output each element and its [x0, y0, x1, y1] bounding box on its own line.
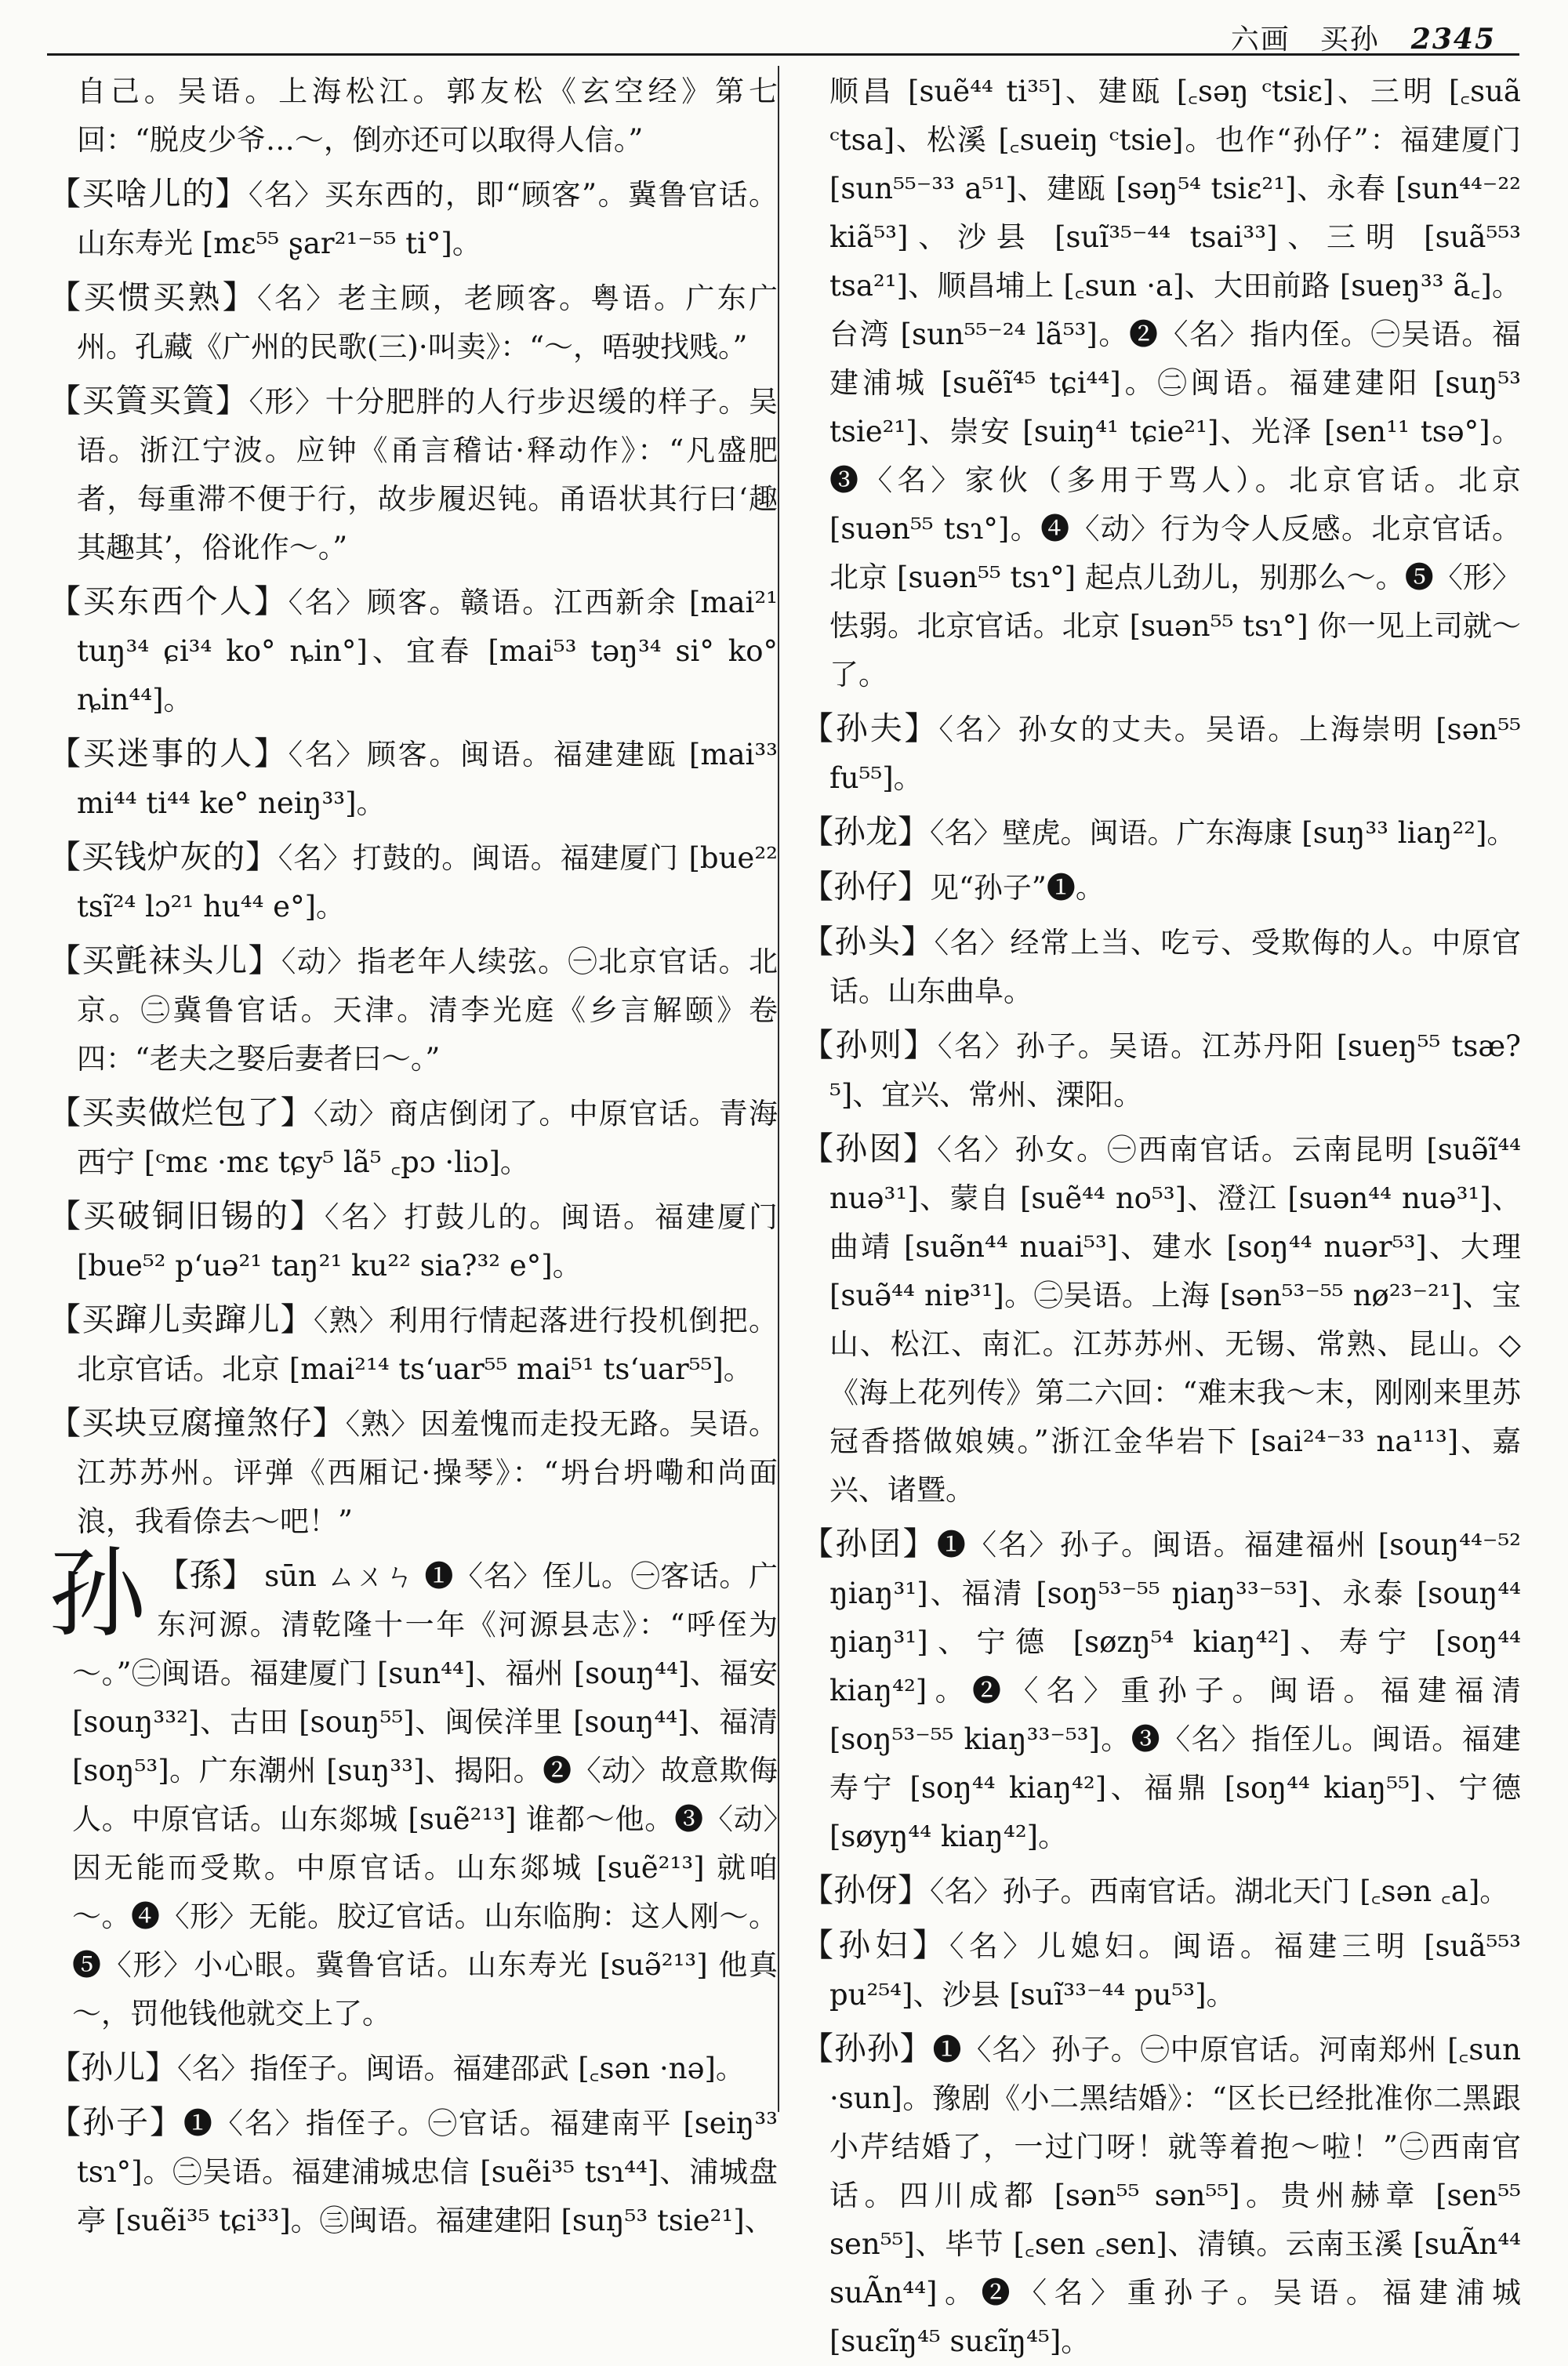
entry-headword: 【买氈袜头儿】: [49, 942, 281, 979]
dictionary-entry: [49, 833, 778, 931]
dictionary-entry: [49, 1088, 778, 1187]
right-column: [801, 67, 1522, 2358]
dictionary-entry: [801, 2024, 1521, 2366]
entry-definition: 〈熟〉因羞愧而走投无路。吴语。江苏苏州。评弹《西厢记·操琴》：“坍台坍嘞和尚面浪，我看倷去～吧！”: [77, 1407, 779, 1538]
entry-definition: ❶〈名〉指侄子。㊀官话。福建南平 [seiŋ³³ tsɿ°]。㊁吴语。福建浦城忠信 [suẽi³⁵ tsɿ⁴⁴]、浦城盘亭 [suẽi³⁵ tɕi³³]。㊂闽语。福建建阳 [suŋ⁵³ tsie²¹]、: [77, 2107, 778, 2237]
left-entries-after: [49, 2043, 778, 2245]
dictionary-entry: [49, 273, 778, 372]
dictionary-entry: [801, 1519, 1521, 1861]
dictionary-entry: [49, 169, 778, 268]
dictionary-entry: [49, 936, 778, 1083]
dictionary-entry: [801, 807, 1521, 858]
entry-headword: 【孙龙】: [801, 813, 930, 851]
entry-headword: 【孙则】: [801, 1026, 938, 1064]
entry-headword: 【买东西个人】: [49, 582, 289, 620]
entry-definition: 〈名〉买东西的，即“顾客”。冀鲁官话。山东寿光 [mɛ⁵⁵ ʂar²¹⁻⁵⁵ ti°]。: [77, 178, 778, 260]
dictionary-entry: [801, 1124, 1521, 1515]
entry-headword: 【孙子】: [49, 2103, 183, 2141]
column-divider: [778, 66, 779, 2112]
entry-headword: 【孙伢】: [801, 1871, 930, 1909]
big-headword: 孙: [49, 1538, 147, 1651]
entry-headword: 【孙儿】: [49, 2048, 177, 2086]
entry-definition: 〈名〉孙子。西南官话。湖北天门 [꜀sən ꜀a]。: [930, 1874, 1509, 1908]
entry-definition: 〈名〉儿媳妇。闽语。福建三明 [suã⁵⁵³ pu²⁵⁴]、沙县 [suĩ³³⁻⁴⁴ pu⁵³]。: [829, 1929, 1522, 2012]
entry-definition: 见“孙子”❶。: [930, 871, 1105, 905]
dictionary-entry: [49, 1192, 778, 1290]
entry-headword: 【买蹿儿卖蹿儿】: [49, 1301, 314, 1338]
dictionary-entry: [801, 1866, 1521, 1916]
big-pinyin: sūn ㄙㄨㄣ: [264, 1559, 416, 1593]
entry-definition: 顺昌 [suẽ⁴⁴ ti³⁵]、建瓯 [꜀səŋ ᶜtsiɛ]、三明 [꜀suã ᶜtsa]、松溪 [꜀sueiŋ ᶜtsie]。也作“孙仔”：福建厦门 [sun⁵⁵⁻³³ a⁵¹]、建瓯 [səŋ⁵⁴ tsiɛ²¹]、永春 [sun⁴⁴⁻²² kiã⁵³]、沙县 [suĩ³⁵⁻⁴⁴ tsai³³]、三明 [suã⁵⁵³ tsa²¹]、顺昌埔上 [꜀sun ·a]、大田前路 [sueŋ³³ ã꜀]。台湾 [sun⁵⁵⁻²⁴ lã⁵³]。❷〈名〉指内侄。㊀吴语。福建浦城 [suẽĩ⁴⁵ tɕi⁴⁴]。㊁闽语。福建建阳 [suŋ⁵³ tsie²¹]、崇安 [suiŋ⁴¹ tɕie²¹]、光泽 [sen¹¹ tsə°]。❸〈名〉家伙（多用于骂人）。北京官话。北京 [suən⁵⁵ tsɿ°]。❹〈动〉行为令人反感。北京官话。北京 [suən⁵⁵ tsɿ°] 起点儿劲儿，别那么～。❺〈形〉怯弱。北京官话。北京 [suən⁵⁵ tsɿ°] 你一见上司就～了。: [829, 74, 1521, 691]
entry-definition: 〈名〉孙女的丈夫。吴语。上海崇明 [sən⁵⁵ fu⁵⁵]。: [829, 713, 1522, 795]
dictionary-entry: [49, 2043, 778, 2093]
entry-definition: 〈形〉十分肥胖的人行步迟缓的样子。吴语。浙江宁波。应钟《甬言稽诂·释动作》：“凡盛肥者，每重滞不便于行，故步履迟钝。甬语状其行曰‘趣其趣其’，俗讹作～。”: [77, 385, 779, 564]
entry-headword: 【买啥儿的】: [49, 175, 249, 212]
dictionary-entry: [801, 67, 1521, 699]
entry-definition: 〈动〉商店倒闭了。中原官话。青海西宁 [ᶜmɛ ·mɛ tɕy⁵ lã⁵ ꜀pɔ ·liɔ]。: [77, 1097, 779, 1179]
big-body: ❶〈名〉侄儿。㊀客话。广东河源。清乾隆十一年《河源县志》：“呼侄为～。”㊁闽语。福建厦门 [sun⁴⁴]、福州 [souŋ⁴⁴]、福安 [souŋ³³²]、古田 [souŋ⁵⁵]、闽侯洋里 [souŋ⁴⁴]、福清 [soŋ⁵³]。广东潮州 [suŋ³³]、揭阳。❷〈动〉故意欺侮人。中原官话。山东郯城 [suẽ²¹³] 谁都～他。❸〈动〉因无能而受欺。中原官话。山东郯城 [suẽ²¹³] 就咱～。❹〈形〉无能。胶辽官话。山东临朐：这人刚～。❺〈形〉小心眼。冀鲁官话。山东寿光 [suə̃²¹³] 他真～，罚他钱他就交上了。: [72, 1559, 779, 2030]
entry-headword: 【孙孙】: [801, 2030, 933, 2067]
entry-headword: 【孙头】: [801, 923, 935, 960]
dictionary-entry: [49, 729, 778, 828]
entry-headword: 【买破铜旧锡的】: [49, 1197, 325, 1235]
left-column: [49, 67, 779, 2237]
entry-definition: 〈名〉顾客。赣语。江西新余 [mai²¹ tuŋ³⁴ ɕi³⁴ ko° ȵin°]、宜春 [mai⁵³ təŋ³⁴ si° ko° ȵin⁴⁴]。: [77, 586, 779, 717]
entry-headword: 【买卖做烂包了】: [49, 1094, 314, 1131]
entry-headword: 【买钱炉灰的】: [49, 838, 278, 876]
dictionary-entry: [801, 1921, 1521, 2019]
big-entry: [49, 1538, 779, 2038]
entry-definition: 〈名〉孙女。㊀西南官话。云南昆明 [suə̃ĩ⁴⁴ nuə³¹]、蒙自 [suẽ⁴⁴ no⁵³]、澄江 [suən⁴⁴ nuə³¹]、曲靖 [suə̃n⁴⁴ nuai⁵³]、建水 [soŋ⁴⁴ nuər⁵³]、大理 [suə̃⁴⁴ niɐ³¹]。㊁吴语。上海 [sən⁵³⁻⁵⁵ nø²³⁻²¹]、宝山、松江、南汇。江苏苏州、无锡、常熟、昆山。◇《海上花列传》第二六回：“难末我～末，刚刚来里苏冠香搭做娘姨。”浙江金华岩下 [sai²⁴⁻³³ na¹¹³]、嘉兴、诸暨。: [829, 1133, 1521, 1507]
dictionary-entry: [49, 1399, 778, 1546]
big-trad: 【孫】: [157, 1556, 255, 1594]
entry-definition: 〈名〉经常上当、吃亏、受欺侮的人。中原官话。山东曲阜。: [829, 926, 1522, 1008]
entry-definition: 自己。吴语。上海松江。郭友松《玄空经》第七回：“脱皮少爷…～，倒亦还可以取得人信。”: [77, 74, 778, 157]
dictionary-entry: [801, 862, 1521, 913]
left-entries: [49, 67, 778, 1546]
entry-headword: 【孙妇】: [801, 1926, 950, 1964]
page-number: 2345: [1410, 23, 1496, 56]
dictionary-entry: [801, 1021, 1521, 1119]
dictionary-entry: [49, 577, 778, 724]
entry-definition: 〈动〉指老年人续弦。㊀北京官话。北京。㊁冀鲁官话。天津。清李光庭《乡言解颐》卷四：“老夫之娶后妻者曰～。”: [77, 945, 778, 1076]
entry-definition: ❶〈名〉孙子。闽语。福建福州 [souŋ⁴⁴⁻⁵² ŋiaŋ³¹]、福清 [soŋ⁵³⁻⁵⁵ ŋiaŋ³³⁻⁵³]、永泰 [souŋ⁴⁴ ŋiaŋ³¹]、宁德 [søzŋ⁵⁴ kiaŋ⁴²]、寿宁 [soŋ⁴⁴ kiaŋ⁴²]。❷〈名〉重孙子。闽语。福建福清 [soŋ⁵³⁻⁵⁵ kiaŋ³³⁻⁵³]。❸〈名〉指侄儿。闽语。福建寿宁 [soŋ⁴⁴ kiaŋ⁴²]、福鼎 [soŋ⁴⁴ kiaŋ⁵⁵]、宁德 [søyŋ⁴⁴ kiaŋ⁴²]。: [829, 1528, 1522, 1853]
entry-definition: 〈名〉壁虎。闽语。广东海康 [suŋ³³ liaŋ²²]。: [930, 816, 1516, 850]
dictionary-entry: [49, 1295, 778, 1394]
entry-definition: ❶〈名〉孙子。㊀中原官话。河南郑州 [꜀sun ·sun]。豫剧《小二黑结婚》：“区长已经批准你二黑跟小芹结婚了，一过门呀！就等着抱～啦！”㊁西南官话。四川成都 [sən⁵⁵ sən⁵⁵]。贵州赫章 [sen⁵⁵ sen⁵⁵]、毕节 [꜀sen ꜀sen]、清镇。云南玉溪 [suÃn⁴⁴ suÃn⁴⁴]。❷〈名〉重孙子。吴语。福建浦城 [suɛĩŋ⁴⁵ suɛĩŋ⁴⁵]。: [829, 2033, 1522, 2358]
entry-definition: 〈名〉顾客。闽语。福建建瓯 [mai³³ mi⁴⁴ ti⁴⁴ ke° neiŋ³³]。: [77, 738, 779, 820]
right-entries: [801, 67, 1521, 2366]
entry-definition: 〈名〉老主顾，老顾客。粤语。广东广州。孔藏《广州的民歌(三)·叫卖》：“～，唔驶找贱。”: [77, 281, 779, 364]
page-header: [47, 14, 1519, 56]
header-section: 六画 买孙: [1230, 24, 1380, 56]
entry-definition: 〈熟〉利用行情起落进行投机倒把。北京官话。北京 [mai²¹⁴ tsʻuar⁵⁵ mai⁵¹ tsʻuar⁵⁵]。: [77, 1304, 779, 1386]
entry-definition: 〈名〉孙子。吴语。江苏丹阳 [sueŋ⁵⁵ tsæ?⁵]、宜兴、常州、溧阳。: [829, 1029, 1522, 1112]
dictionary-entry: [49, 67, 778, 165]
dictionary-entry: [801, 917, 1521, 1016]
entry-headword: 【孙仔】: [801, 868, 930, 905]
entry-definition: 〈名〉指侄子。闽语。福建邵武 [꜀sən ·nə]。: [177, 2052, 745, 2085]
dictionary-entry: [49, 2098, 778, 2245]
entry-headword: 【买块豆腐撞煞仔】: [49, 1404, 346, 1442]
entry-headword: 【孙囝】: [801, 1525, 937, 1562]
entry-definition: 〈名〉打鼓儿的。闽语。福建厦门 [bue⁵² pʻuə²¹ taŋ²¹ ku²² sia?³² e°]。: [77, 1200, 779, 1283]
entry-headword: 【买篢买篢】: [49, 382, 249, 419]
dictionary-entry: [801, 704, 1521, 803]
header-text: [1231, 17, 1496, 57]
entry-headword: 【买惯买熟】: [49, 278, 258, 316]
entry-headword: 【孙夫】: [801, 709, 939, 747]
dictionary-entry: [49, 376, 778, 572]
entry-headword: 【买迷事的人】: [49, 735, 289, 772]
entry-headword: 【孙囡】: [801, 1130, 938, 1167]
entry-definition: 〈名〉打鼓的。闽语。福建厦门 [bue²² tsĩ²⁴ lɔ²¹ hu⁴⁴ e°]。: [77, 841, 778, 924]
